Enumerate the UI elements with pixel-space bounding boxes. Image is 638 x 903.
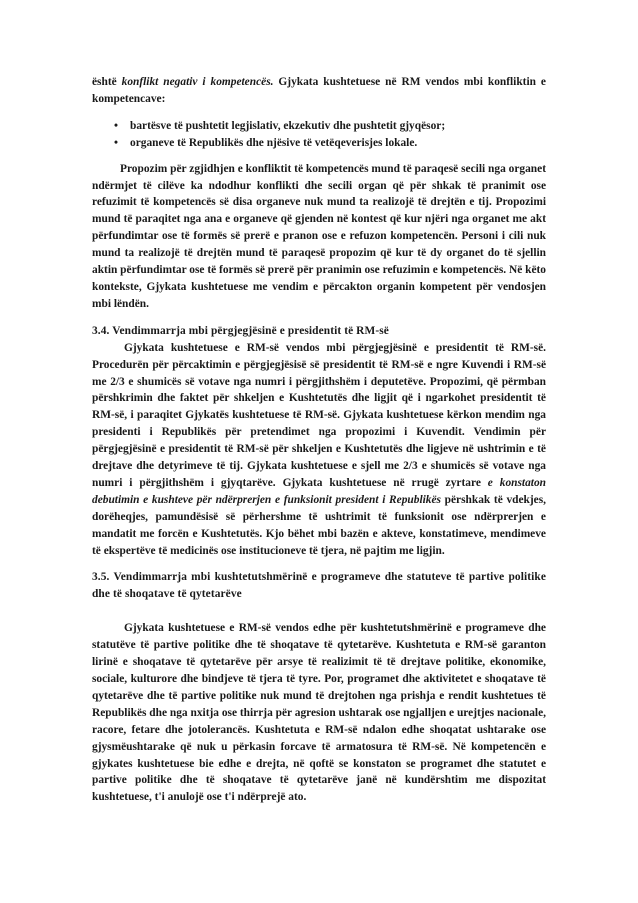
list-item xyxy=(92,118,546,135)
paragraph-negative-conflict xyxy=(92,74,546,108)
bullet-icon: • xyxy=(114,119,118,132)
italic-term: konflikt negativ i kompetencës. xyxy=(121,76,274,88)
spacer xyxy=(92,313,546,323)
italic-term: e konstaton debutimin e kushteve për ndërprerjen e funksionit president i Republikës xyxy=(92,476,546,506)
spacer xyxy=(92,108,546,118)
spacer xyxy=(92,559,546,569)
section-heading-3-4: 3.4. Vendimmarrja mbi përgjegjësinë e presidentit të RM-së xyxy=(92,324,389,337)
paragraph-proposal: Propozim për zgjidhjen e konfliktit të kompetencës mund të paraqesë secili nga organet ndërmjet të cilëve ka ndodhur konflikti dhe secili organ që për shkak të pranimit ose refuzimit të kompetencës së disa organeve nuk mund ta realizojë të drejtën e tij. Propozimi mund të paraqitet nga ana e organeve që gjenden në kontest që kur njëri nga organet me akt përfundimtar ose të formës së prerë e pranon ose e refuzon kompetencën. Personi i cili nuk mund ta realizojë të drejtën mund të paraqesë propozim që kur të dy organet do të sjellin aktin përfundimtar ose të formës së prerë për pranimin ose refuzimin e kompetencës. Në këto kontekste, Gjykata kushtetuese me vendim e përcakton organin kompetent për vendosjen mbi lëndën. xyxy=(92,162,546,310)
list-item xyxy=(92,135,546,152)
list-item-text: organeve të Republikës dhe njësive të vetëqeverisjes lokale. xyxy=(130,136,418,149)
spacer xyxy=(92,603,546,620)
paragraph-president-responsibility xyxy=(92,340,546,560)
paragraph-party-statutes: Gjykata kushtetuese e RM-së vendos edhe për kushtetutshmërinë e programeve dhe statutëve të partive politike dhe të shoqatave të qytetarëve. Kushtetuta e RM-së garanton lirinë e shoqatave të qytetarëve për arsye të realizimit të të drejtave politike, ekonomike, sociale, kulturore dhe bindjeve të tjera të tyre. Por, programet dhe aktivitetet e shoqatave të qytetarëve dhe të partive politike nuk mund të drejtohen nga prishja e rendit kushtetues të Republikës dhe nga nxitja ose thirrja për agresion ushtarak ose ngjalljen e urejtjes nacionale, racore, fetare dhe jotolerancës. Kushtetuta e RM-së ndalon edhe shoqatat ushtarake ose gjysmëushtarake që nuk u përkasin forcave të armatosura të RM-së. Në kompetencën e gjykates kushtetuese bie edhe e drejta, në qoftë se konstaton se programet dhe statutet e partive politike dhe të shoqatave të qytetarëve janë në kundërshtim me dispozitat kushtetuese, t'i anulojë ose t'i ndërprejë ato. xyxy=(92,622,546,804)
paragraph-text: Gjykata kushtetuese në RM vendos mbi konfliktin e kompetencave: xyxy=(92,76,546,105)
paragraph-text: është xyxy=(92,76,122,88)
bullet-icon: • xyxy=(114,136,118,149)
paragraph-text: Gjykata kushtetuese e RM-së vendos mbi përgjegjësinë e presidentit të RM-së. Procedurën për përcaktimin e përgjegjësisë së presidentit të RM-së e ngre Kuvendi i RM-së me 2/3 e shumicës së votave nga numri i përgjithshëm i deputetëve. Propozimi, që përmban përshkrimin dhe faktet për shkeljen e Kushtetutës dhe ligjit që i ngarkohet presidentit të RM-së, i paraqitet Gjykatës kushtetuese të RM-së. Gjykata kushtetuese kërkon mendim nga presidenti i Republikës për pretendimet nga propozimi i Kuvendit. Vendimin për përgjegjësinë e presidentit të RM-së për shkeljen e Kushtetutës dhe ligjeve në ushtrimin e të drejtave dhe detyrimeve të tij. Gjykata kushtetuese e sjell me 2/3 e shumicës së votave nga numri i përgjithshëm i gjyqtarëve. Gjykata kushtetuese në rrugë zyrtare xyxy=(92,341,546,489)
list-item-text: bartësve të pushtetit legjislativ, ekzekutiv dhe pushtetit gjyqësor; xyxy=(130,119,446,132)
document-page xyxy=(92,74,546,806)
bullet-list xyxy=(92,118,546,152)
spacer xyxy=(92,152,546,161)
paragraph-text: përshkak të vdekjes, dorëheqjes, pamundësisë së përhershme të ushtrimit të funksionit ose ndërprerjen e mandatit me forcën e Kushtetutës. Kjo bëhet mbi bazën e akteve, konstatimeve, mendimeve të ekspertëve të medicinës ose institucioneve të tjera, në pajtim me ligjin. xyxy=(92,493,547,557)
section-heading-3-5: 3.5. Vendimmarrja mbi kushtetutshmërinë e programeve dhe statuteve të partive politike dhe të shoqatave të qytetarëve xyxy=(92,571,546,601)
